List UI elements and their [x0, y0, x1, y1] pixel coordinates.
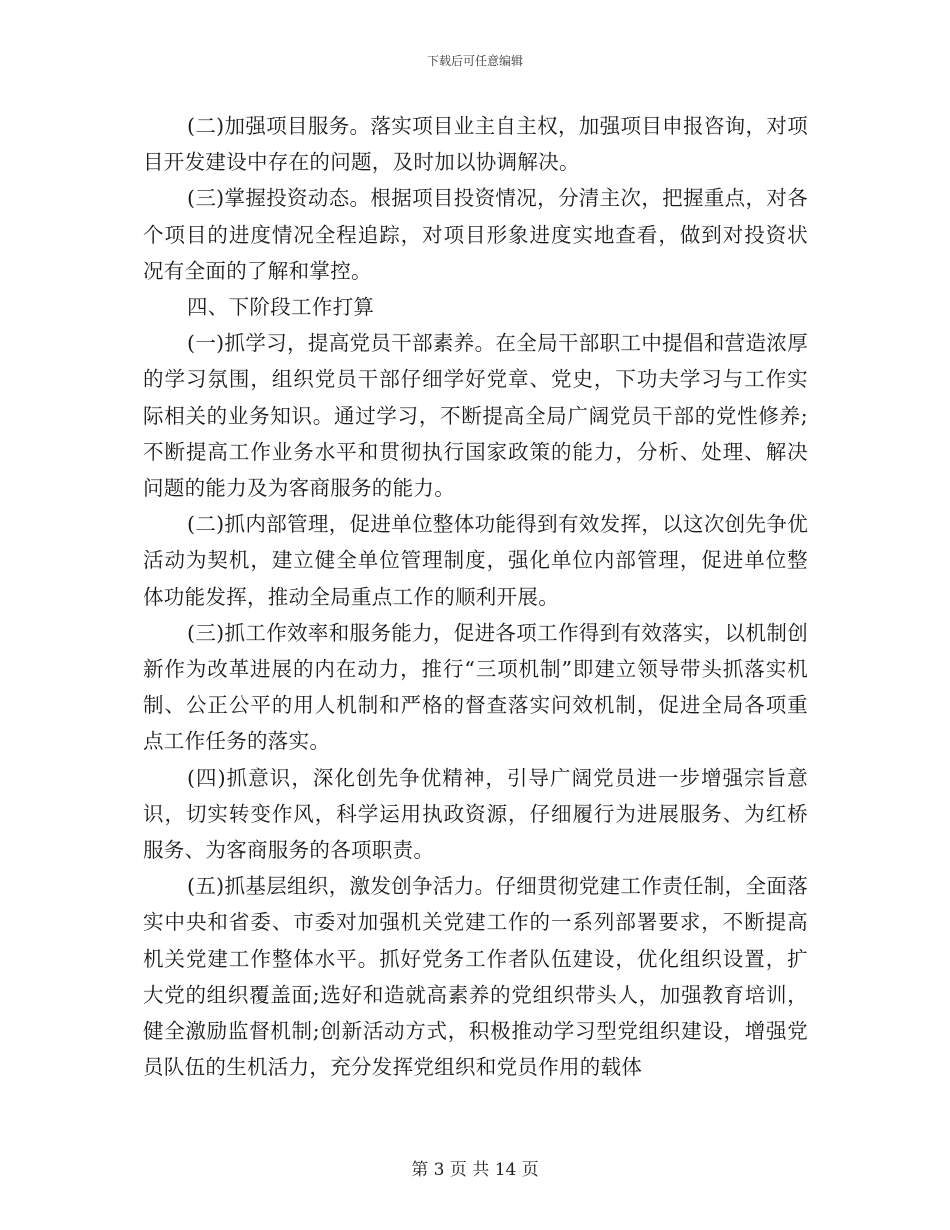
- document-body: [143, 108, 808, 1085]
- header-note: 下载后可任意编辑: [426, 54, 523, 68]
- paragraph-investment-dynamics: (三)掌握投资动态。根据项目投资情况，分清主次，把握重点，对各个项目的进度情况全程追踪，对项目形象进度实地查看，做到对投资状况有全面的了解和掌控。: [143, 186, 808, 283]
- paragraph-efficiency: (三)抓工作效率和服务能力，促进各项工作得到有效落实，以机制创新作为改革进展的内在动力，推行“三项机制”即建立领导带头抓落实机制、公正公平的用人机制和严格的督查落实问效机制，促进全局各项重点工作任务的落实。: [143, 620, 808, 754]
- paragraph-awareness: (四)抓意识，深化创先争优精神，引导广阔党员进一步增强宗旨意识，切实转变作风，科学运用执政资源，仔细履行为进展服务、为红桥服务、为客商服务的各项职责。: [143, 765, 808, 863]
- page-number: 第 3 页 共 14 页: [411, 1160, 539, 1180]
- section-heading-next-plan: 四、下阶段工作打算: [187, 295, 375, 320]
- paragraph-study: (一)抓学习，提高党员干部素养。在全局干部职工中提倡和营造浓厚的学习氛围，组织党员干部仔细学好党章、党史，下功夫学习与工作实际相关的业务知识。通过学习，不断提高全局广阔党员干部的党性修养;不断提高工作业务水平和贯彻执行国家政策的能力，分析、处理、解决问题的能力及为客商服务的能力。: [143, 331, 808, 501]
- paragraph-grassroots: (五)抓基层组织，激发创争活力。仔细贯彻党建工作责任制，全面落实中央和省委、市委对加强机关党建工作的一系列部署要求，不断提高机关党建工作整体水平。抓好党务工作者队伍建设，优化组织设置，扩大党的组织覆盖面;选好和造就高素养的党组织带头人，加强教育培训，健全激励监督机制;创新活动方式，积极推动学习型党组织建设，增强党员队伍的生机活力，充分发挥党组织和党员作用的载体: [143, 874, 808, 1080]
- paragraph-project-service: (二)加强项目服务。落实项目业主自主权，加强项目申报咨询，对项目开发建设中存在的问题，及时加以协调解决。: [143, 114, 808, 175]
- paragraph-internal-management: (二)抓内部管理，促进单位整体功能得到有效发挥，以这次创先争优活动为契机，建立健全单位管理制度，强化单位内部管理，促进单位整体功能发挥，推动全局重点工作的顺利开展。: [143, 512, 808, 609]
